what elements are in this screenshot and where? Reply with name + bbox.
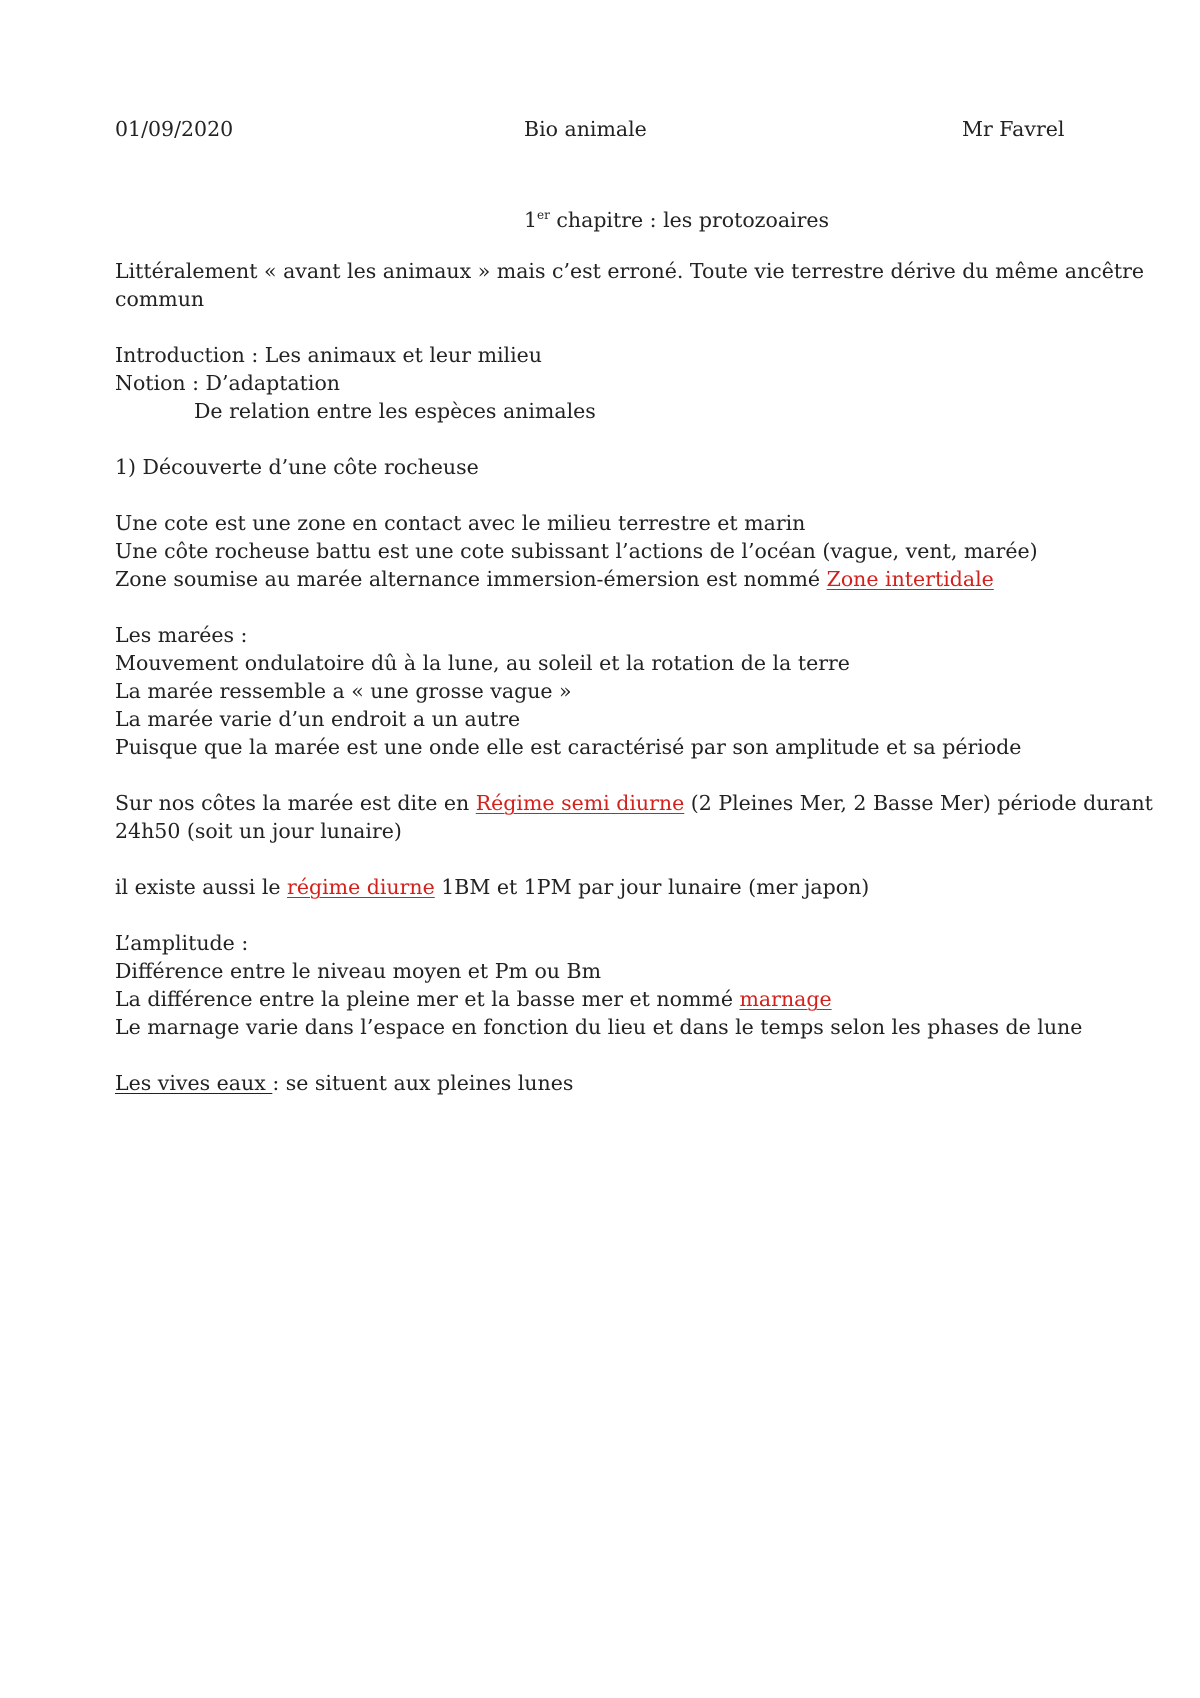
cote-definition: Une cote est une zone en contact avec le milieu terrestre et marin [115,511,806,535]
regime-diurne-line [115,873,869,901]
vives-eaux-label: Les vives eaux [115,1071,273,1095]
marnage-line [115,985,832,1013]
header-subject: Bio animale [524,117,647,141]
marees-line-2: La marée ressemble a « une grosse vague » [115,679,572,703]
zone-intertidale-term: Zone intertidale [826,567,994,591]
vives-eaux-text: : se situent aux pleines lunes [272,1071,574,1095]
amplitude-line-3: Le marnage varie dans l’espace en fonction du lieu et dans le temps selon les phases de lune [115,1015,1083,1039]
regime-prefix: Sur nos côtes la marée est dite en [115,791,476,815]
chapter-title-text: chapitre : les protozoaires [549,208,830,232]
header-teacher: Mr Favrel [962,117,1065,141]
header-date: 01/09/2020 [115,117,234,141]
cote-rocheuse-definition: Une côte rocheuse battu est une cote subissant l’actions de l’océan (vague, vent, marée) [115,539,1038,563]
regime-diurne-term: régime diurne [287,875,435,899]
marnage-term: marnage [739,987,832,1011]
regime-diurne-suffix: 1BM et 1PM par jour lunaire (mer japon) [434,875,870,899]
zone-intertidale-prefix: Zone soumise au marée alternance immersion-émersion est nommé [115,567,827,591]
section-1-title: 1) Découverte d’une côte rocheuse [115,455,479,479]
zone-intertidale-line [115,565,994,593]
regime-semi-diurne-line [115,789,1153,817]
regime-diurne-prefix: il existe aussi le [115,875,288,899]
marees-line-3: La marée varie d’un endroit a un autre [115,707,521,731]
regime-semi-diurne-term: Régime semi diurne [475,791,685,815]
regime-line-2: 24h50 (soit un jour lunaire) [115,819,402,843]
marees-line-4: Puisque que la marée est une onde elle est caractérisé par son amplitude et sa période [115,735,1022,759]
marnage-prefix: La différence entre la pleine mer et la basse mer et nommé [115,987,740,1011]
notion-relation-line: De relation entre les espèces animales [194,399,596,423]
chapter-suffix: er [537,208,550,222]
marees-title: Les marées : [115,623,248,647]
chapter-number: 1 [524,208,538,232]
regime-suffix: (2 Pleines Mer, 2 Basse Mer) période durant [684,791,1153,815]
marees-line-1: Mouvement ondulatoire dû à la lune, au soleil et la rotation de la terre [115,651,850,675]
notion-line: Notion : D’adaptation [115,371,340,395]
intro-line-2: commun [115,287,205,311]
vives-eaux-line [115,1069,573,1097]
amplitude-title: L’amplitude : [115,931,249,955]
introduction-line: Introduction : Les animaux et leur milieu [115,343,543,367]
amplitude-line-1: Différence entre le niveau moyen et Pm ou Bm [115,959,602,983]
chapter-title [524,201,829,234]
intro-line-1: Littéralement « avant les animaux » mais c’est erroné. Toute vie terrestre dérive du même ancêtre [115,259,1145,283]
